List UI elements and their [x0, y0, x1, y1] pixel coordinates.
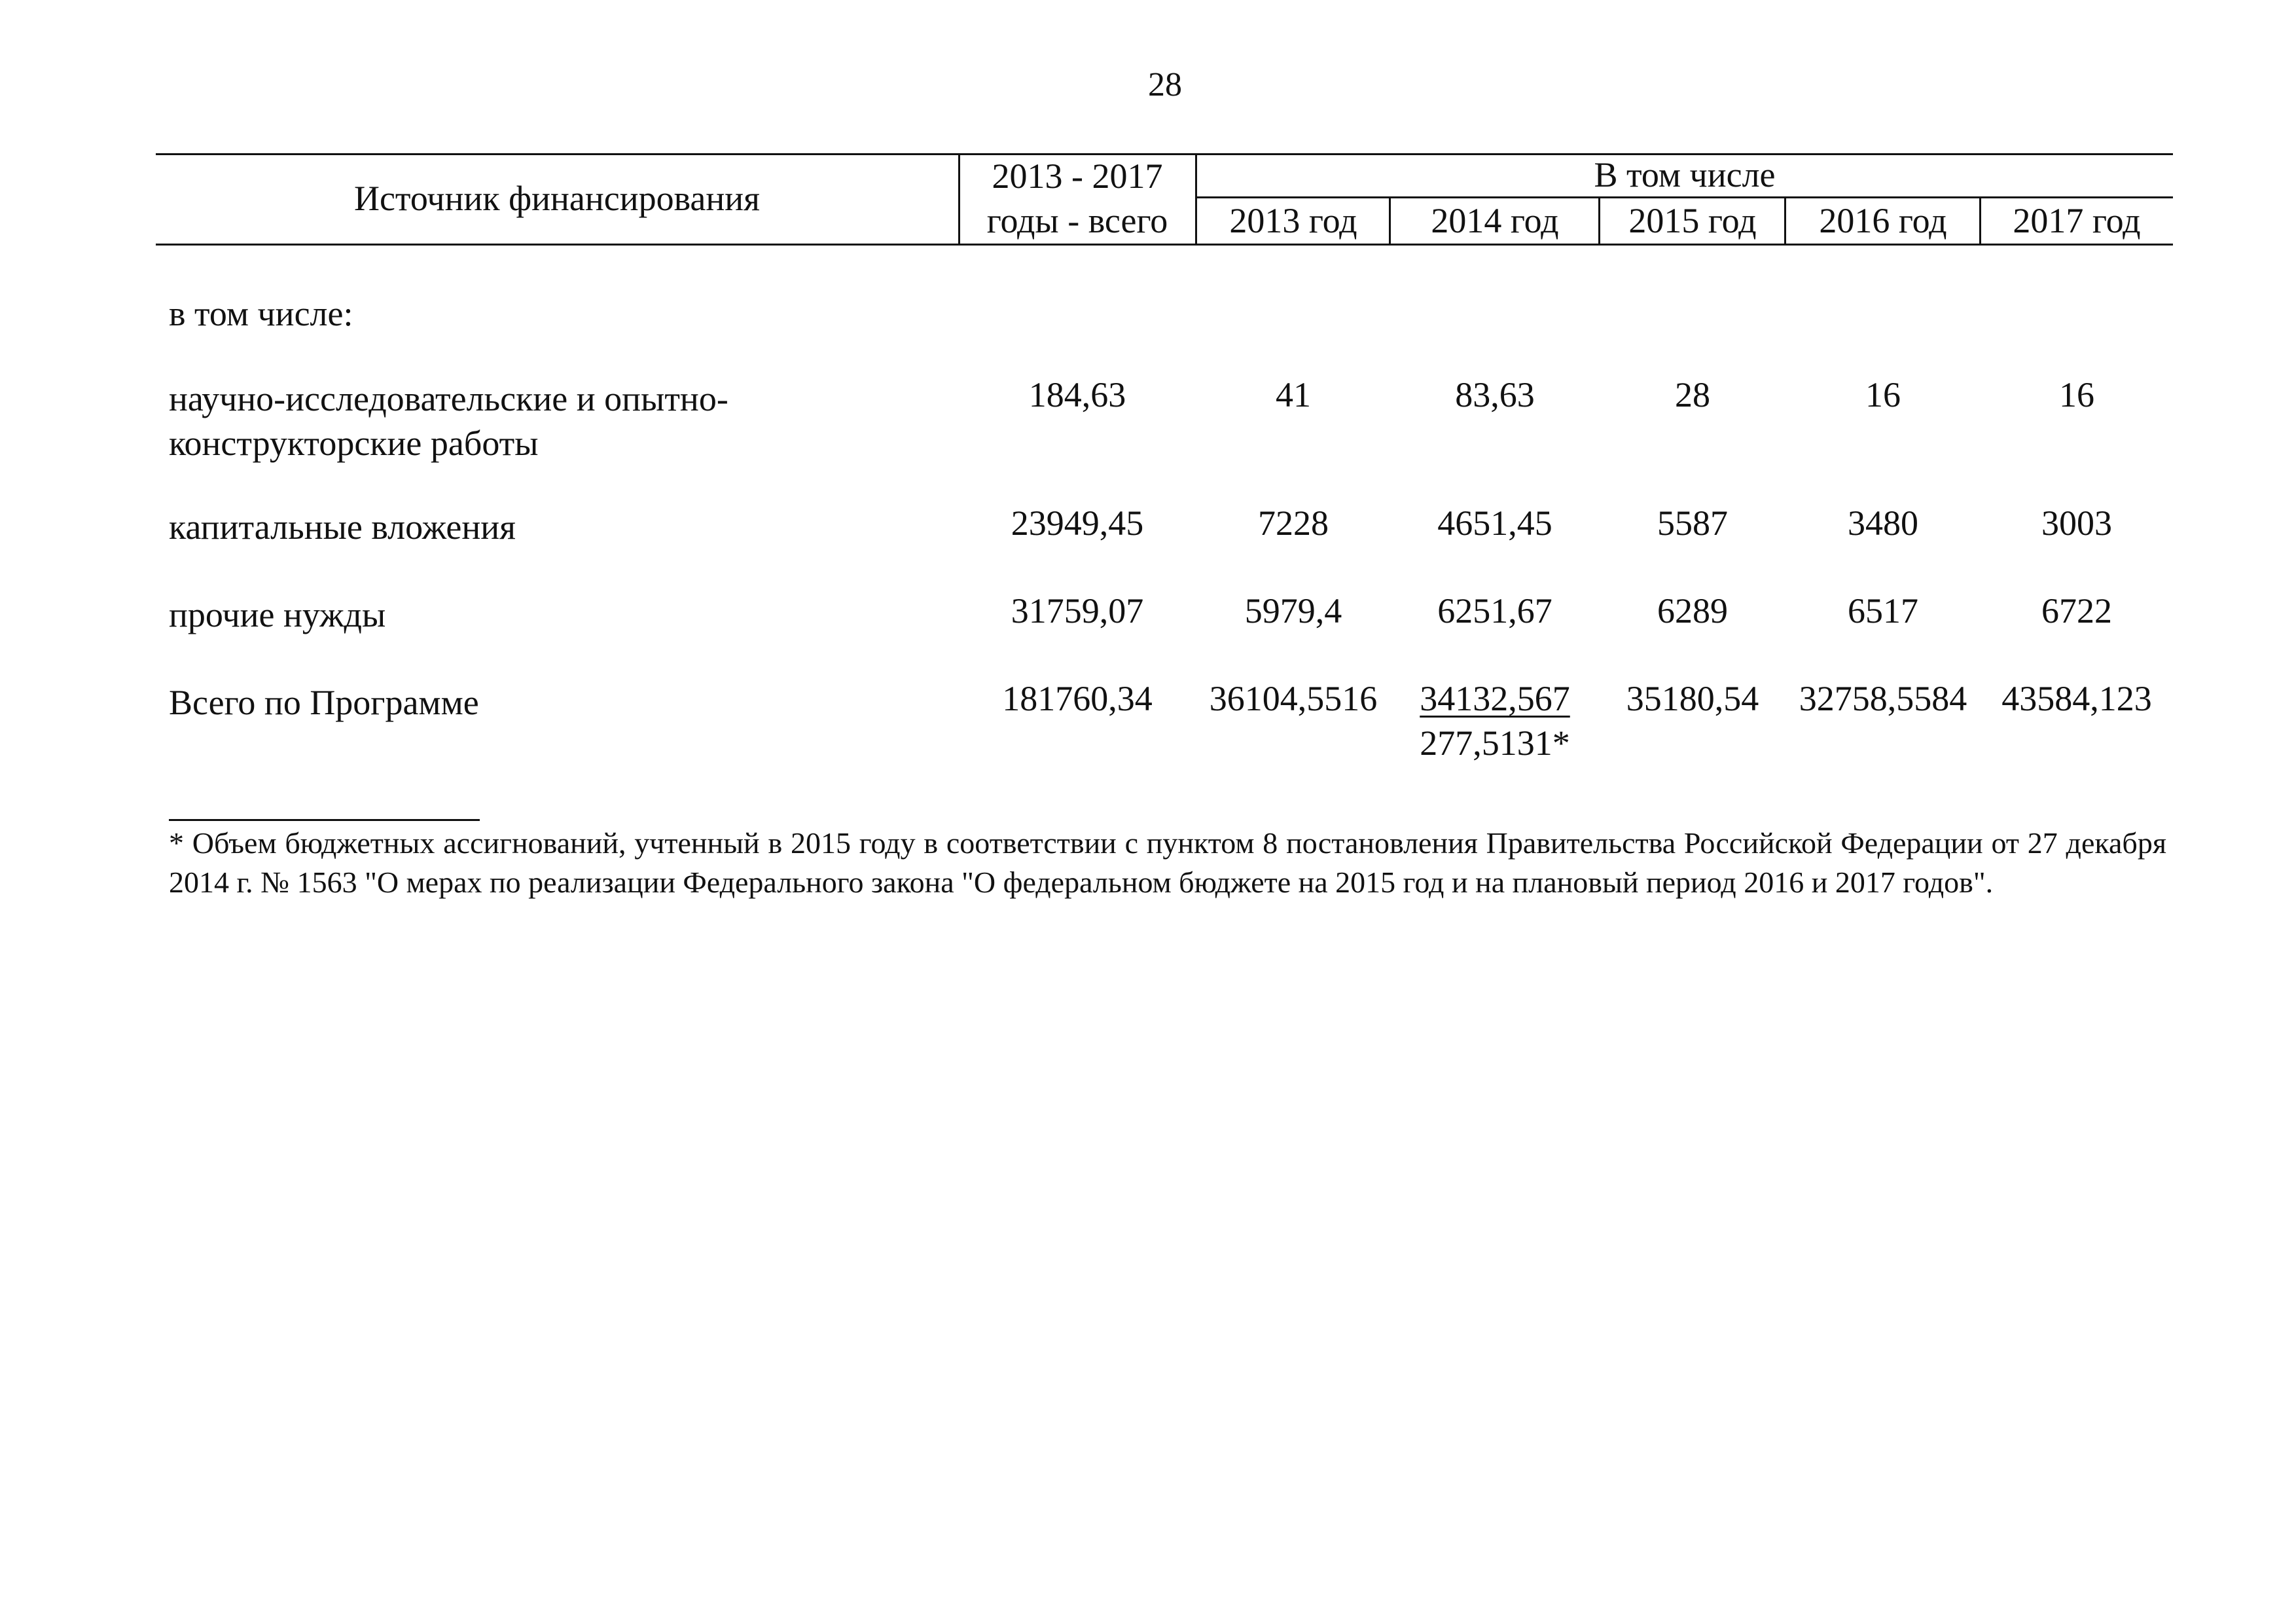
row-capital-2016: 3480: [1848, 503, 1918, 543]
row-capital-2013: 7228: [1258, 503, 1329, 543]
row-other-label: прочие нужды: [169, 595, 386, 634]
header-total-line1: 2013 - 2017: [992, 156, 1163, 196]
footnote: * Объем бюджетных ассигнований, учтенный в 2015 году в соответствии с пунктом 8 постановления Правительства Российской Федерации от 27 декабря 2014 г. № 1563 "О мерах по реализации Федерального закона "О федеральном бюджете на 2015 год и на плановый период 2016 и 2017 годов".: [169, 826, 2166, 899]
row-total-2014-extra: 277,5131*: [1420, 723, 1570, 763]
row-other-2015: 6289: [1657, 591, 1728, 630]
table-header-bottom-rule: [156, 244, 2173, 246]
row-total-2014: [1390, 678, 1600, 719]
row-other-2013: 5979,4: [1244, 591, 1342, 630]
row-including-label: в том числе:: [169, 294, 353, 333]
row-total-2016: 32758,5584: [1799, 679, 1967, 718]
row-rnd-2015: 28: [1675, 375, 1710, 414]
row-other-total: 31759,07: [1011, 591, 1144, 630]
row-other-2014: 6251,67: [1437, 591, 1552, 630]
row-rnd-2014: 83,63: [1455, 375, 1535, 414]
row-other-2017: 6722: [2041, 591, 2112, 630]
header-year-2013: 2013 год: [1229, 201, 1357, 240]
row-capital-2015: 5587: [1657, 503, 1728, 543]
header-year-2014: 2014 год: [1431, 201, 1559, 240]
row-rnd-2017: 16: [2059, 375, 2094, 414]
footnote-rule: [169, 819, 480, 821]
row-total-2017: 43584,123: [2001, 679, 2152, 718]
row-total-2013: 36104,5516: [1209, 679, 1378, 718]
header-total-line2: годы - всего: [986, 201, 1168, 240]
row-capital-2017: 3003: [2041, 503, 2112, 543]
row-rnd-2016: 16: [1865, 375, 1901, 414]
header-year-2017: 2017 год: [2013, 201, 2141, 240]
row-other-2016: 6517: [1848, 591, 1918, 630]
row-capital-2014: 4651,45: [1437, 503, 1552, 543]
row-total-2014-value: 34132,567: [1420, 679, 1570, 718]
row-rnd-label-line1: научно-исследовательские и опытно-: [169, 379, 728, 418]
row-rnd-label-line2: конструкторские работы: [169, 424, 539, 463]
row-total-2015: 35180,54: [1626, 679, 1759, 718]
row-rnd-2013: 41: [1276, 375, 1311, 414]
including-subheader-rule: [1196, 196, 2173, 198]
header-year-2015: 2015 год: [1628, 201, 1757, 240]
row-total-total: 181760,34: [1002, 679, 1153, 718]
row-capital-label: капитальные вложения: [169, 507, 516, 547]
row-capital-total: 23949,45: [1011, 503, 1144, 543]
header-source-label: Источник финансирования: [353, 179, 761, 218]
row-total-label: Всего по Программе: [169, 683, 479, 722]
row-rnd-total: 184,63: [1028, 375, 1126, 414]
header-year-2016: 2016 год: [1819, 201, 1947, 240]
page-number: 28: [1148, 66, 1182, 103]
header-including: В том числе: [1594, 155, 1776, 194]
